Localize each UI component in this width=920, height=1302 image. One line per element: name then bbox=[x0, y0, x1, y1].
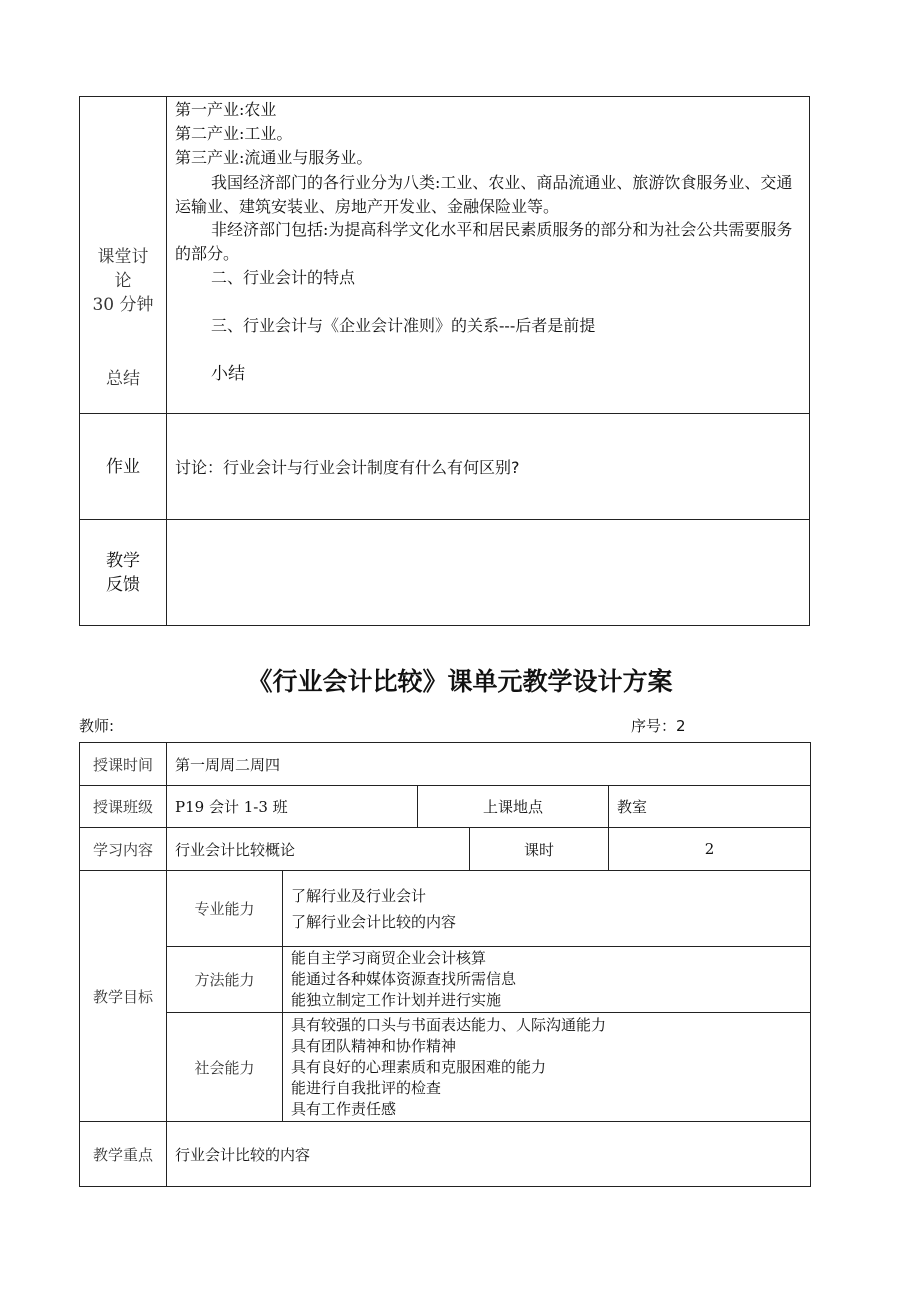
time-value: 第一周周二周四 bbox=[167, 743, 811, 786]
content-label: 学习内容 bbox=[80, 828, 167, 871]
time-label: 授课时间 bbox=[80, 743, 167, 786]
industry-line-3: 第三产业:流通业与服务业。 bbox=[175, 148, 373, 167]
method-ability-label: 方法能力 bbox=[167, 947, 283, 1013]
professional-ability-label: 专业能力 bbox=[167, 871, 283, 947]
lesson-activity-table bbox=[79, 96, 810, 626]
list-item: 了解行业及行业会计 bbox=[291, 886, 427, 905]
location-label: 上课地点 bbox=[418, 786, 609, 828]
list-item: 具有较强的口头与书面表达能力、人际沟通能力 bbox=[291, 1015, 607, 1034]
hours-label: 课时 bbox=[470, 828, 609, 871]
list-item: 能自主学习商贸企业会计核算 bbox=[291, 949, 487, 967]
focus-label: 教学重点 bbox=[80, 1122, 167, 1187]
hours-value: 2 bbox=[609, 828, 811, 871]
method-ability-items bbox=[283, 947, 811, 1013]
list-item: 具有团队精神和协作精神 bbox=[291, 1036, 457, 1055]
goals-label: 教学目标 bbox=[80, 871, 167, 1122]
class-value: P19 会计 1-3 班 bbox=[167, 786, 418, 828]
feedback-label-cell bbox=[80, 520, 167, 626]
sequence-number: 序号：2 bbox=[631, 717, 686, 735]
industry-line-1: 第一产业:农业 bbox=[175, 100, 277, 119]
homework-content: 讨论：行业会计与行业会计制度有什么有何区别? bbox=[167, 414, 810, 520]
list-item: 能进行自我批评的检查 bbox=[291, 1078, 442, 1097]
class-label: 授课班级 bbox=[80, 786, 167, 828]
focus-value: 行业会计比较的内容 bbox=[167, 1122, 811, 1187]
feedback-label-line1: 教学 bbox=[106, 550, 140, 571]
list-item: 具有良好的心理素质和克服困难的能力 bbox=[291, 1057, 547, 1076]
feedback-content bbox=[167, 520, 810, 626]
discussion-label-cell bbox=[80, 97, 167, 414]
list-item: 能通过各种媒体资源查找所需信息 bbox=[291, 970, 517, 988]
economic-sectors-paragraph: 我国经济部门的各行业分为八类:工业、农业、商品流通业、旅游饮食服务业、交通运输业、建筑安装业、房地产开发业、金融保险业等。 bbox=[175, 173, 793, 216]
discussion-label-line2: 论 bbox=[114, 271, 132, 291]
discussion-label-line3: 30 分钟 bbox=[92, 295, 154, 315]
point-three: 三、行业会计与《企业会计准则》的关系---后者是前提 bbox=[211, 316, 596, 335]
professional-ability-items bbox=[283, 871, 811, 947]
content-value: 行业会计比较概论 bbox=[167, 828, 470, 871]
homework-label: 作业 bbox=[80, 414, 167, 520]
discussion-label-line1: 课堂讨 bbox=[97, 247, 149, 267]
social-ability-label: 社会能力 bbox=[167, 1013, 283, 1122]
location-value: 教室 bbox=[609, 786, 811, 828]
list-item: 能独立制定工作计划并进行实施 bbox=[291, 991, 502, 1009]
industry-line-2: 第二产业:工业。 bbox=[175, 124, 293, 143]
summary-heading: 小结 bbox=[211, 364, 245, 384]
social-ability-items bbox=[283, 1013, 811, 1122]
teacher-label: 教师: bbox=[79, 717, 115, 735]
non-economic-sectors-paragraph: 非经济部门包括:为提高科学文化水平和居民素质服务的部分和为社会公共需要服务的部分。 bbox=[175, 220, 793, 263]
summary-label: 总结 bbox=[106, 369, 140, 389]
lesson-design-table bbox=[79, 742, 811, 1187]
list-item: 了解行业会计比较的内容 bbox=[291, 912, 457, 931]
feedback-label-line2: 反馈 bbox=[106, 574, 140, 595]
point-two: 二、行业会计的特点 bbox=[211, 268, 356, 287]
discussion-content-cell bbox=[167, 97, 810, 414]
page-title: 《行业会计比较》课单元教学设计方案 bbox=[247, 667, 673, 696]
list-item: 具有工作责任感 bbox=[291, 1099, 397, 1118]
